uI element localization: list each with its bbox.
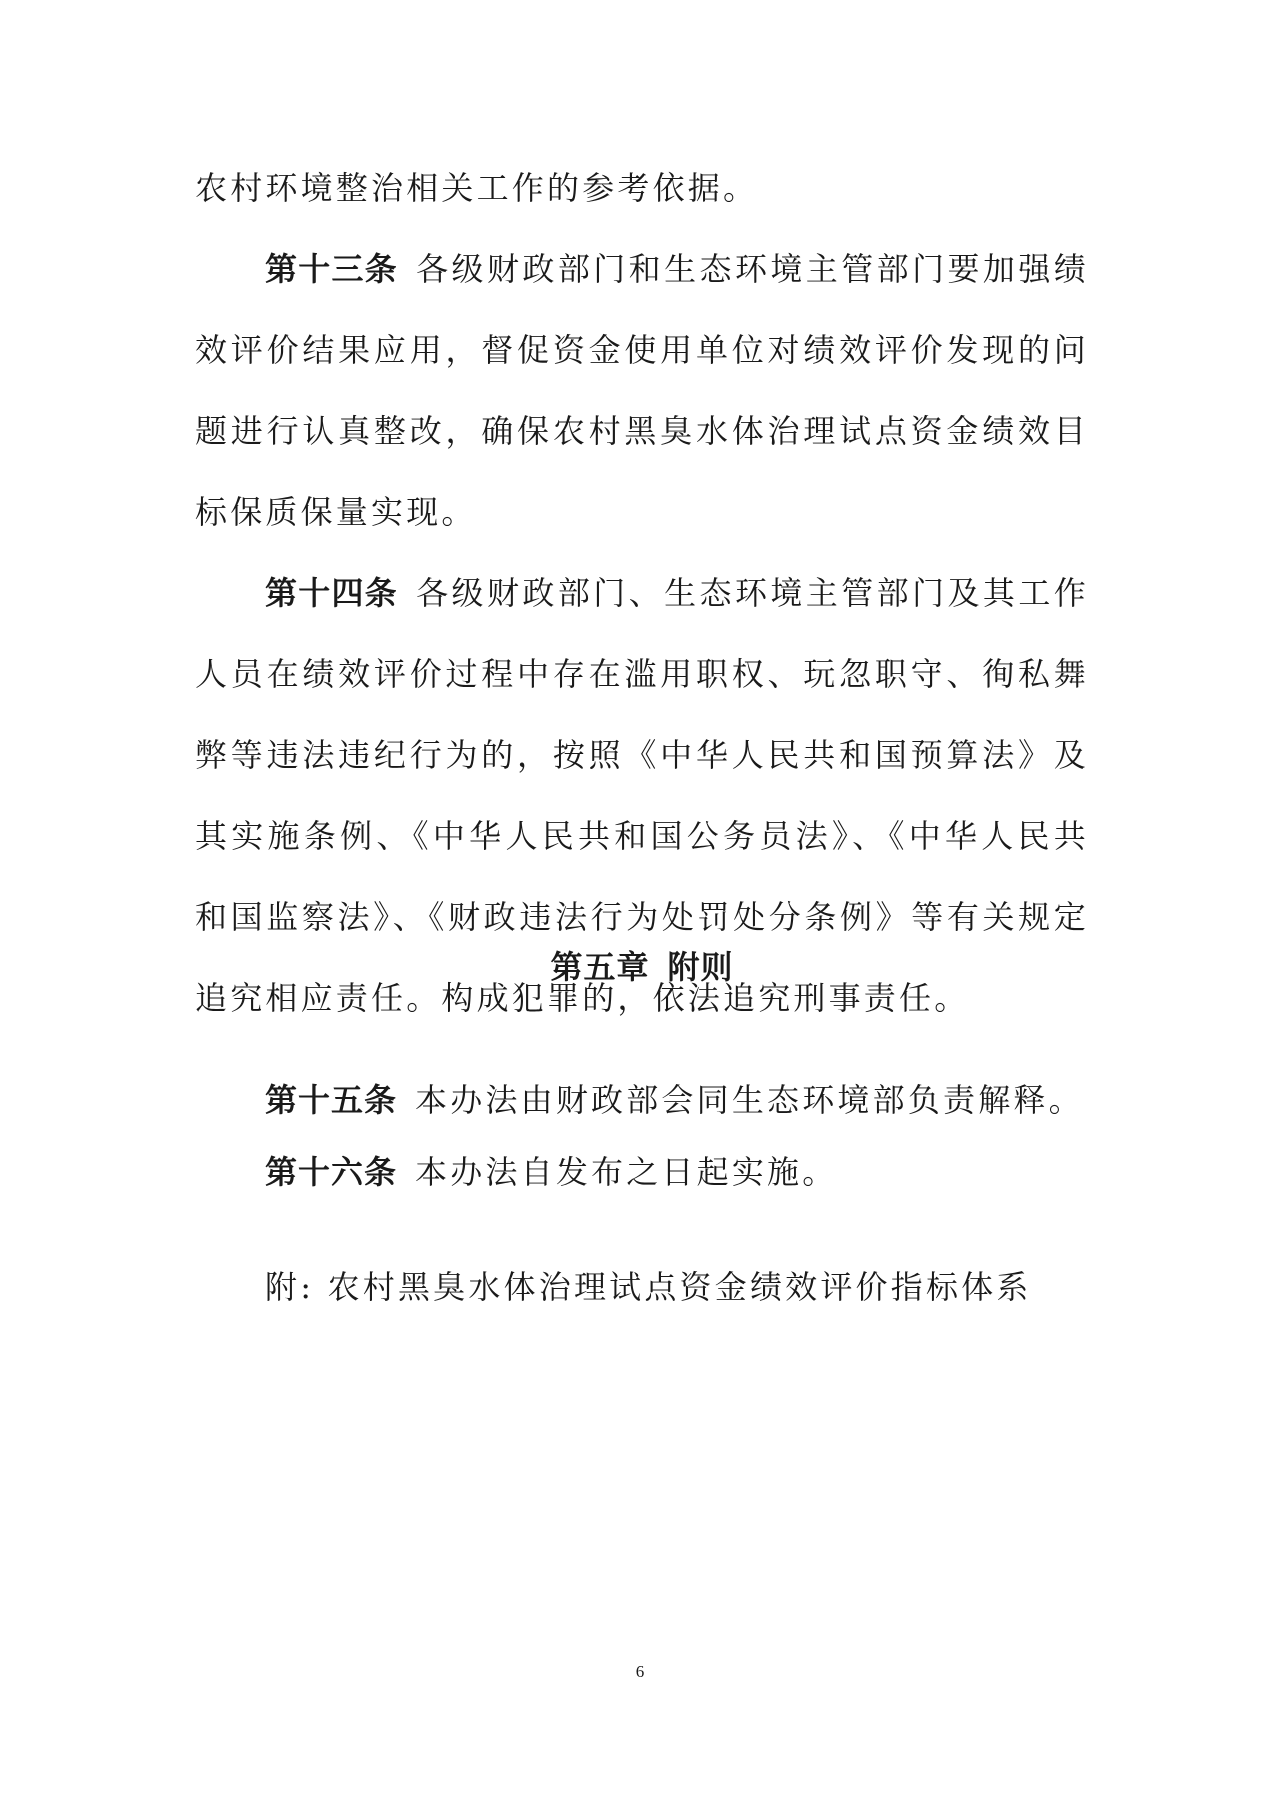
main-body <box>195 148 1089 1039</box>
article-15 <box>195 1064 1089 1136</box>
article-16 <box>195 1136 1089 1208</box>
attachment-note: 附: 农村黑臭水体治理试点资金绩效评价指标体系 <box>265 1268 1032 1306</box>
article-16-text: 本办法自发布之日起实施。 <box>415 1153 838 1191</box>
article-16-label: 第十六条 <box>265 1153 398 1191</box>
continuation-paragraph: 农村环境整治相关工作的参考依据。 <box>195 169 759 207</box>
chapter-heading <box>195 942 1089 992</box>
article-15-label: 第十五条 <box>265 1081 398 1119</box>
final-articles <box>195 1064 1089 1208</box>
article-13 <box>195 229 1089 553</box>
article-15-text: 本办法由财政部会同生态环境部负责解释。 <box>415 1081 1084 1119</box>
page-number: 6 <box>635 1662 645 1681</box>
article-13-text: 各级财政部门和生态环境主管部门要加强绩效评价结果应用，督促资金使用单位对绩效评价发现的问题进行认真整改，确保农村黑臭水体治理试点资金绩效目标保质保量实现。 <box>195 250 1089 531</box>
article-14-label: 第十四条 <box>265 574 398 612</box>
article-13-label: 第十三条 <box>265 250 398 288</box>
chapter-title: 附则 <box>667 948 734 986</box>
chapter-number: 第五章 <box>550 948 650 986</box>
article-14-text: 各级财政部门、生态环境主管部门及其工作人员在绩效评价过程中存在滥用职权、玩忽职守、徇私舞弊等违法违纪行为的，按照《中华人民共和国预算法》及其实施条例、《中华人民共和国公务员法》、《中华人民共和国监察法》、《财政违法行为处罚处分条例》等有关规定追究相应责任。构成犯罪的，依法追究刑事责任。 <box>195 574 1089 1017</box>
